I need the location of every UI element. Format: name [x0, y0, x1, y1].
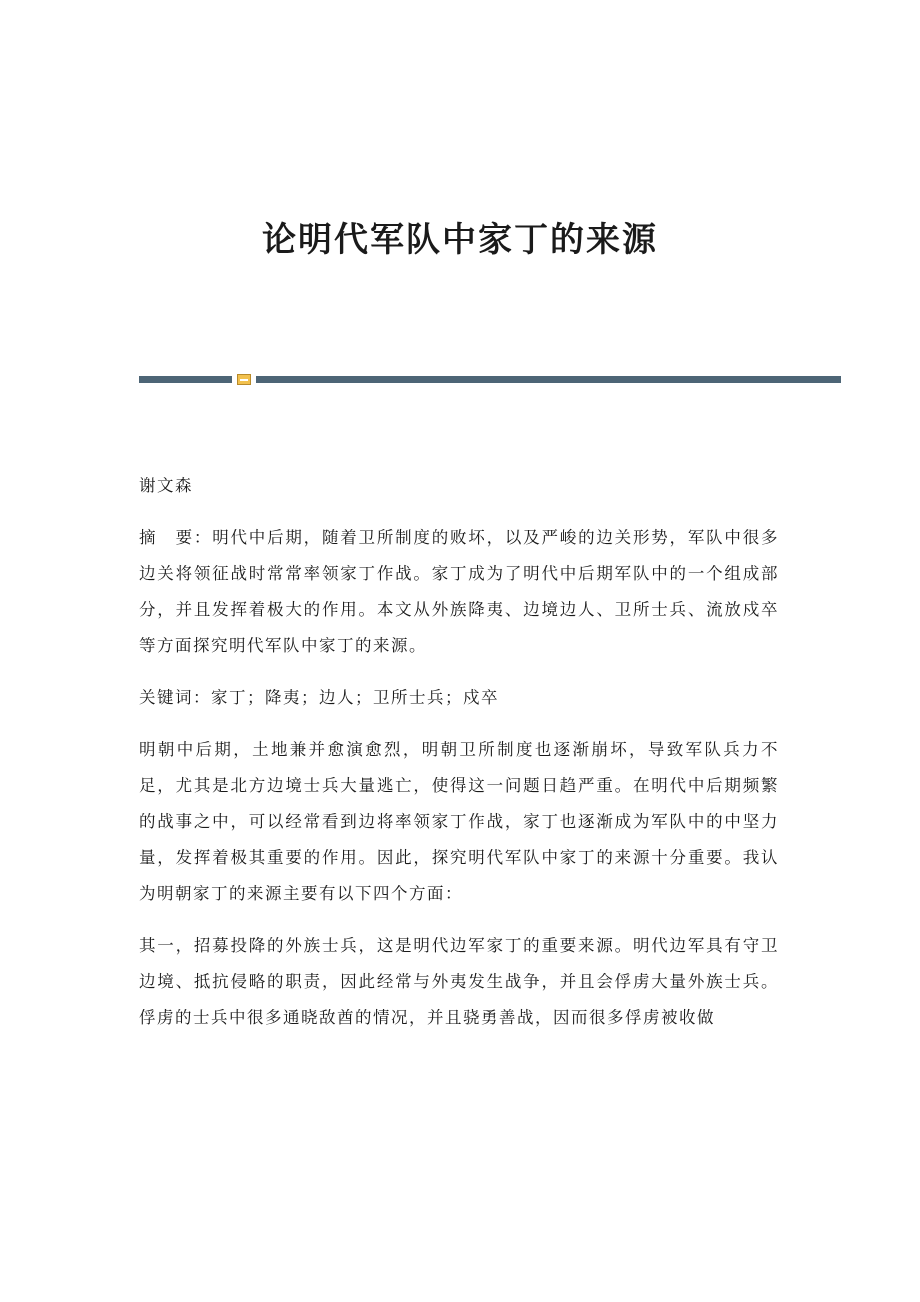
abstract-text: 明代中后期，随着卫所制度的败坏，以及严峻的边关形势，军队中很多边关将领征战时常常率领家丁作战。家丁成为了明代中后期军队中的一个组成部分，并且发挥着极大的作用。本文从外族降夷、边境边人、卫所士兵、流放戍卒等方面探究明代军队中家丁的来源。 [139, 528, 780, 655]
keywords [139, 680, 779, 716]
body-paragraph: 明朝中后期，土地兼并愈演愈烈，明朝卫所制度也逐渐崩坏，导致军队兵力不足，尤其是北方边境士兵大量逃亡，使得这一问题日趋严重。在明代中后期频繁的战事之中，可以经常看到边将率领家丁作战，家丁也逐渐成为军队中的中坚力量，发挥着极其重要的作用。因此，探究明代军队中家丁的来源十分重要。我认为明朝家丁的来源主要有以下四个方面： [139, 740, 779, 903]
keywords-text: 家丁；降夷；边人；卫所士兵；戍卒 [211, 688, 499, 707]
divider-bar-left [139, 376, 232, 383]
abstract-label: 摘 要： [139, 528, 213, 547]
body-paragraph: 其一，招募投降的外族士兵，这是明代边军家丁的重要来源。明代边军具有守卫边境、抵抗侵略的职责，因此经常与外夷发生战争，并且会俘虏大量外族士兵。俘虏的士兵中很多通晓敌酋的情况，并且骁勇善战，因而很多俘虏被收做 [139, 936, 779, 1027]
document-title: 论明代军队中家丁的来源 [262, 220, 658, 260]
abstract [139, 520, 779, 664]
divider-bar-right [256, 376, 841, 383]
divider-ornament-icon [237, 374, 251, 385]
keywords-label: 关键词： [139, 688, 211, 707]
author-name: 谢文森 [139, 476, 193, 495]
title-divider [139, 374, 841, 384]
document-body [139, 468, 779, 1052]
